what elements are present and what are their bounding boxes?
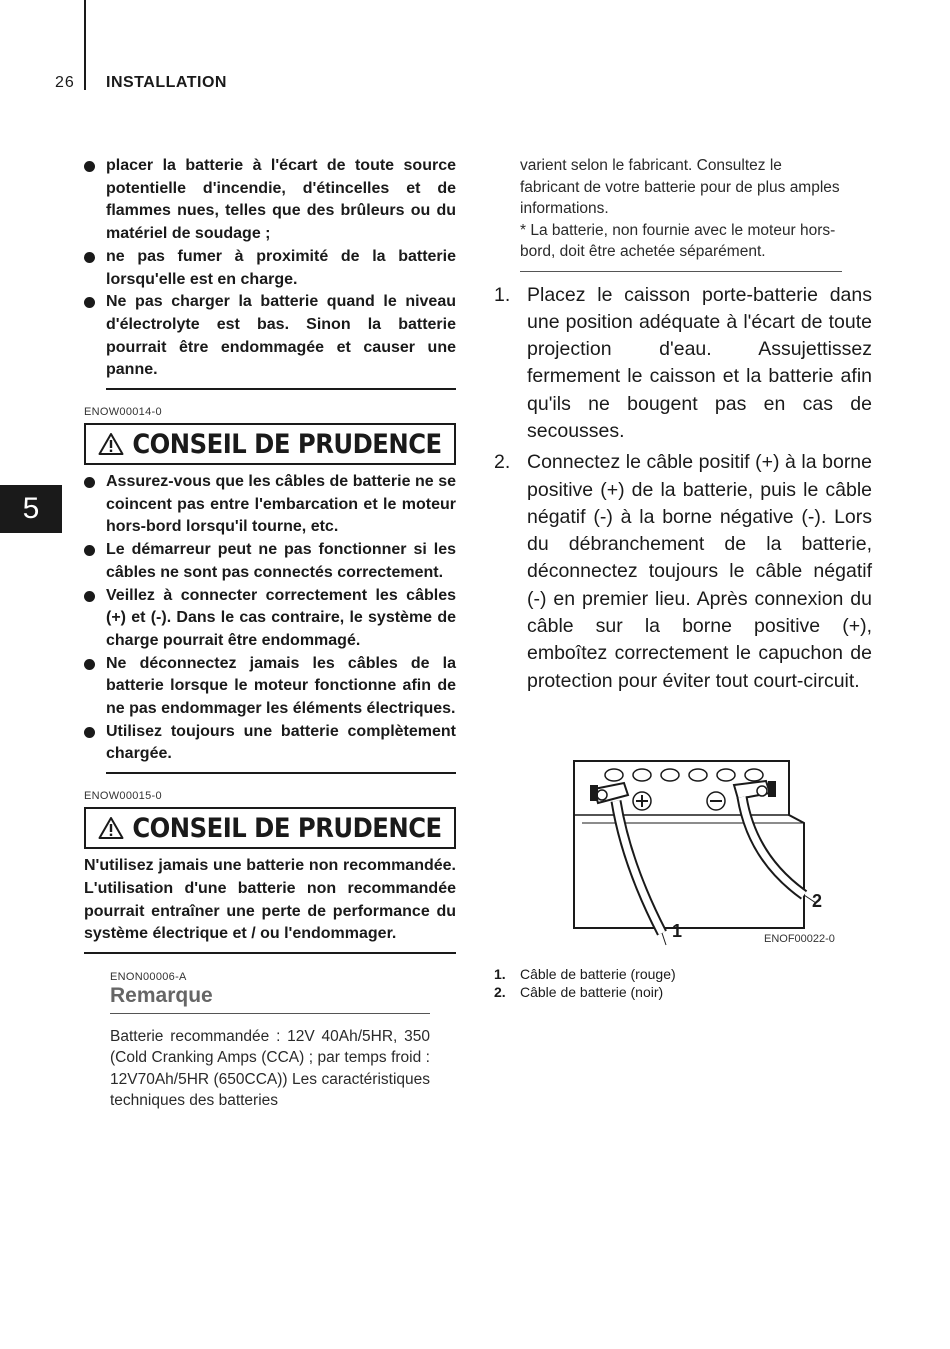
step-item — [494, 449, 872, 695]
caption-text: Câble de batterie (rouge) — [520, 965, 676, 982]
caption-number: 1. — [494, 965, 506, 982]
caption-text: Câble de batterie (noir) — [520, 983, 664, 1000]
caution-bullet: Ne déconnectez jamais les câbles de la batterie lorsque le moteur fonctionne afin de ne pas endommager les éléments électriques. — [84, 653, 456, 721]
caution-bullet: Assurez-vous que les câbles de batterie ne se coincent pas entre l'embarcation et le moteur hors-bord lorsqu'il tourne, etc. — [84, 471, 456, 539]
page-number: 26 — [55, 74, 75, 91]
intro-bullet: ne pas fumer à proximité de la batterie lorsqu'elle est en charge. — [84, 246, 456, 291]
note-continued: varient selon le fabricant. Consultez le fabricant de votre batterie pour de plus amples informations. — [520, 157, 840, 217]
section-divider — [84, 952, 456, 954]
caution-bullet: Veillez à connecter correctement les câbles (+) et (-). Dans le cas contraire, le système de charge pourrait être endommagé. — [84, 585, 456, 653]
intro-bullet: Ne pas charger la batterie quand le niveau d'électrolyte est bas. Sinon la batterie pourrait être endommagée et causer une panne. — [84, 291, 456, 382]
caption-item — [494, 965, 872, 983]
figure-label-2: 2 — [812, 890, 823, 911]
caution-bullet: Le démarreur peut ne pas fonctionner si les câbles ne sont pas connectés correctement. — [84, 539, 456, 584]
chapter-tab: 5 — [0, 485, 62, 533]
section-title: INSTALLATION — [106, 74, 227, 91]
intro-bullet: placer la batterie à l'écart de toute source potentielle d'incendie, d'étincelles et de flammes nues, telles que des brûleurs ou du matériel de soudage ; — [84, 155, 456, 246]
caution-text: N'utilisez jamais une batterie non recommandée. L'utilisation d'une batterie non recommandée pourrait entraîner une perte de performance du système électrique et / ou l'endommager. — [84, 857, 456, 943]
caution-code: ENOW00014-0 — [84, 406, 162, 419]
caption-item — [494, 983, 872, 1001]
header-rule — [84, 0, 86, 90]
note-text: Batterie recommandée : 12V 40Ah/5HR, 350 (Cold Cranking Amps (CCA) ; par temps froid : 12V70Ah/5HR (650CCA)) Les caractéristiques techniques des batteries — [110, 1027, 430, 1110]
figure-code: ENOF00022-0 — [764, 932, 835, 945]
right-column — [494, 155, 872, 1001]
note-divider — [520, 271, 842, 272]
caution-title: CONSEIL DE PRUDENCE — [132, 812, 442, 844]
intro-bullet-list — [84, 155, 456, 382]
section-divider — [106, 388, 456, 390]
step-text: Placez le caisson porte-batterie dans une position adéquate à l'écart de toute projection d'eau. Assujettissez fermement le caisson et la batterie afin qu'ils ne bougent pas en cas de secousses. — [527, 283, 872, 442]
caution-bullet: Utilisez toujours une batterie complètement chargée. — [84, 721, 456, 766]
warning-triangle-icon — [98, 816, 124, 840]
figure-captions — [494, 965, 872, 1001]
note-title: Remarque — [110, 983, 213, 1007]
section-divider — [106, 772, 456, 774]
caution-header-box — [84, 807, 456, 849]
step-text: Connectez le câble positif (+) à la borne positive (+) de la batterie, puis le câble négatif (-) à la borne négative (-). Lors du débranchement de la batterie, déconnectez toujours le câble négatif (-) en premier lieu. Après connexion du câble sur la borne positive (+), emboîtez correctement le capuchon de protection pour éviter tout court-circuit. — [527, 451, 872, 692]
note-divider — [110, 1013, 430, 1014]
warning-triangle-icon — [98, 432, 124, 456]
note-footnote: * La batterie, non fournie avec le moteur hors-bord, doit être achetée séparément. — [520, 221, 836, 260]
caution-bullet-list — [84, 471, 456, 766]
figure-label-1: 1 — [672, 920, 683, 941]
left-column — [84, 155, 456, 1112]
caution-title: CONSEIL DE PRUDENCE — [132, 428, 442, 460]
caution-header-box — [84, 423, 456, 465]
step-number: 2. — [494, 451, 511, 474]
battery-illustration — [554, 723, 844, 953]
caution-code: ENOW00015-0 — [84, 790, 162, 803]
note-code: ENON00006-A — [110, 970, 187, 983]
note-block — [110, 971, 430, 1112]
steps-list — [494, 282, 872, 695]
step-item — [494, 282, 872, 446]
step-number: 1. — [494, 283, 511, 306]
caption-number: 2. — [494, 983, 506, 1000]
battery-figure — [554, 723, 854, 953]
